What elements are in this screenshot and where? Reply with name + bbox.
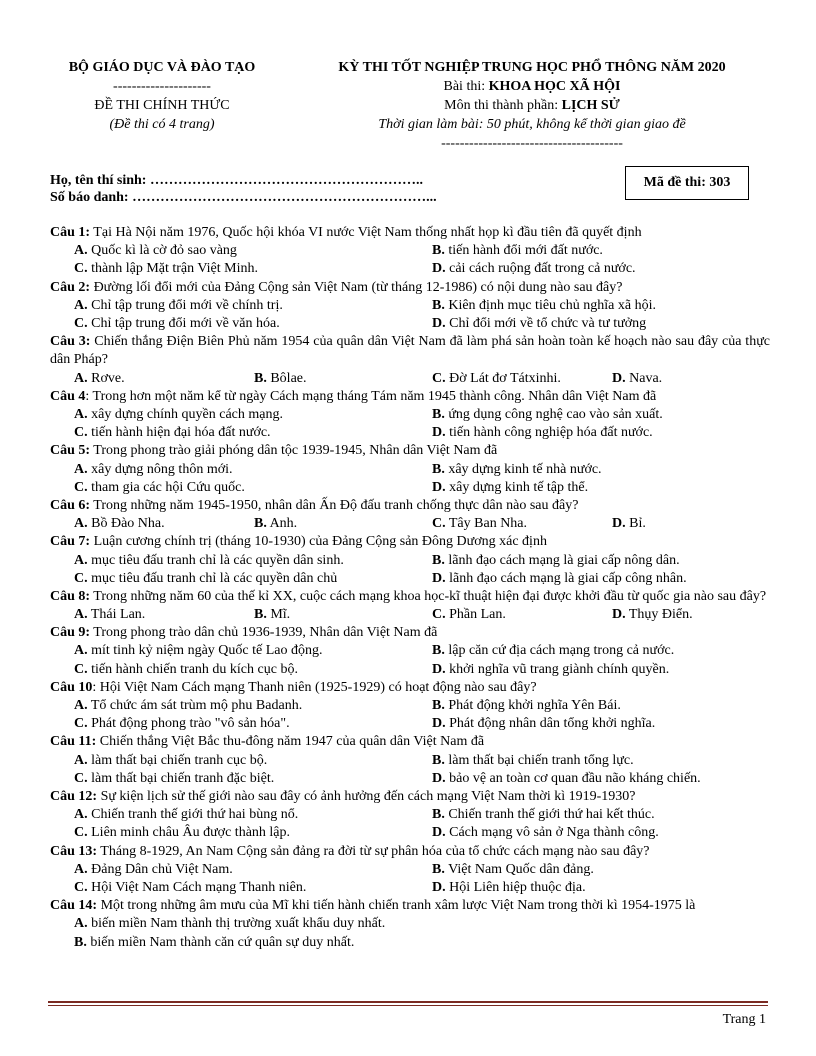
question-item (50, 497, 770, 533)
option-key: C. (432, 607, 446, 623)
subject-name: LỊCH SỬ (561, 98, 620, 113)
question-item (50, 279, 770, 334)
option-text: xây dựng nông thôn mới. (87, 461, 233, 477)
answer-option-b (254, 606, 290, 624)
option-row (50, 934, 770, 952)
question-stem (50, 843, 770, 861)
option-key: C. (74, 879, 88, 895)
option-row (50, 697, 770, 715)
option-text: xây dựng kinh tế tập thể. (445, 479, 589, 495)
option-text: làm thất bại chiến tranh tổng lực. (444, 752, 634, 768)
option-key: A. (74, 516, 88, 532)
option-text: Hội Việt Nam Cách mạng Thanh niên. (87, 879, 307, 895)
option-key: B. (254, 370, 267, 386)
option-text: xây dựng kinh tế nhà nước. (444, 461, 602, 477)
answer-option-b (432, 461, 602, 479)
option-key: D. (432, 570, 446, 586)
answer-option-b (432, 861, 594, 879)
option-row (50, 861, 770, 879)
option-text: lập căn cứ địa cách mạng trong cả nước. (444, 643, 675, 659)
option-key: D. (432, 879, 446, 895)
option-text: Thụy Điển. (625, 607, 693, 623)
option-key: A. (74, 698, 88, 714)
option-row (50, 297, 770, 315)
option-key: A. (74, 752, 88, 768)
option-key: A. (74, 807, 88, 823)
option-row (50, 479, 770, 497)
option-text: Phát động nhân dân tổng khởi nghĩa. (445, 716, 656, 732)
option-key: D. (432, 825, 446, 841)
answer-option-a (74, 915, 385, 933)
option-key: A. (74, 370, 88, 386)
question-item (50, 388, 770, 443)
answer-option-d (432, 661, 669, 679)
question-stem (50, 279, 770, 297)
question-text: Chiến thắng Điện Biên Phủ năm 1954 của quân dân Việt Nam đã làm phá sản hoàn toàn kế hoạch nào sau đây của thực dân Pháp? (50, 334, 770, 368)
question-label: Câu 9: (50, 625, 91, 641)
page-number: Trang 1 (722, 1012, 766, 1027)
question-label: Câu 3: (50, 334, 91, 350)
option-row (50, 824, 770, 842)
question-label: Câu 5: (50, 443, 91, 459)
answer-option-d (432, 424, 653, 442)
answer-option-c (432, 606, 506, 624)
answer-option-b (432, 406, 663, 424)
option-row (50, 879, 770, 897)
option-row (50, 570, 770, 588)
option-key: D. (612, 607, 626, 623)
ministry-name: BỘ GIÁO DỤC VÀ ĐÀO TẠO (68, 60, 256, 75)
time-rule: --------------------------------------- (441, 136, 623, 151)
option-key: B. (432, 698, 445, 714)
option-key: D. (432, 770, 446, 786)
question-text: : Trong hơn một năm kể từ ngày Cách mạng tháng Tám năm 1945 thành công. Nhân dân Việt Nam đã (85, 388, 657, 404)
option-key: B. (254, 516, 267, 532)
option-text: biến miền Nam thành thị trường xuất khẩu duy nhất. (87, 916, 386, 932)
option-key: A. (74, 643, 88, 659)
option-text: khởi nghĩa vũ trang giành chính quyền. (445, 661, 670, 677)
option-key: C. (74, 825, 88, 841)
option-text: Việt Nam Quốc dân đảng. (444, 861, 594, 877)
option-text: xây dựng chính quyền cách mạng. (87, 406, 283, 422)
option-key: B. (432, 807, 445, 823)
option-key: A. (74, 552, 88, 568)
question-text: Tại Hà Nội năm 1976, Quốc hội khóa VI nước Việt Nam thống nhất họp kì đầu tiên đã quyết định (90, 225, 642, 240)
question-label: Câu 7: (50, 534, 91, 550)
question-text: Một trong những âm mưu của Mĩ khi tiến hành chiến tranh xâm lược Việt Nam trong thời kì 1954-1975 là (97, 898, 696, 914)
option-key: D. (432, 716, 446, 732)
test-line (292, 77, 772, 96)
option-row (50, 642, 770, 660)
option-row (50, 661, 770, 679)
answer-option-c (74, 824, 290, 842)
option-text: lãnh đạo cách mạng là giai cấp nông dân. (444, 552, 680, 568)
question-text: Đường lối đổi mới của Đảng Cộng sản Việt Nam (từ tháng 12-1986) có nội dung nào sau đây? (90, 279, 623, 295)
question-item (50, 843, 770, 898)
option-key: B. (74, 934, 87, 950)
question-text: Trong phong trào giải phóng dân tộc 1939-1945, Nhân dân Việt Nam đã (90, 443, 498, 459)
question-stem (50, 897, 770, 915)
test-prefix: Bài thi: (443, 79, 489, 94)
option-row (50, 552, 770, 570)
option-key: D. (432, 479, 446, 495)
candidate-info (50, 172, 437, 206)
answer-option-b (254, 515, 297, 533)
option-key: C. (74, 479, 88, 495)
answer-option-a (74, 242, 237, 260)
option-row (50, 806, 770, 824)
question-item (50, 588, 770, 624)
option-key: B. (432, 406, 445, 422)
option-row (50, 915, 770, 933)
option-row (50, 515, 770, 533)
option-text: ứng dụng công nghệ cao vào sản xuất. (444, 406, 663, 422)
question-stem (50, 588, 770, 606)
option-text: Phần Lan. (445, 607, 506, 623)
option-key: B. (432, 243, 445, 259)
question-item (50, 442, 770, 497)
option-row (50, 461, 770, 479)
option-key: B. (432, 461, 445, 477)
answer-option-b (432, 242, 603, 260)
official-label: ĐỀ THI CHÍNH THỨC (94, 98, 230, 113)
option-text: Liên minh châu Âu được thành lập. (87, 825, 291, 841)
question-label: Câu 8: (50, 588, 91, 604)
option-key: D. (432, 425, 446, 441)
option-key: C. (432, 516, 446, 532)
option-key: A. (74, 243, 88, 259)
answer-option-c (74, 770, 274, 788)
answer-option-a (74, 370, 125, 388)
option-text: Hội Liên hiệp thuộc địa. (445, 879, 586, 895)
answer-option-b (254, 370, 307, 388)
exam-code-box: Mã đề thi: 303 (625, 166, 749, 200)
option-key: C. (74, 770, 88, 786)
answer-option-c (74, 570, 337, 588)
question-item (50, 224, 770, 279)
option-row (50, 424, 770, 442)
option-row (50, 315, 770, 333)
question-label: Câu 12: (50, 789, 98, 804)
option-text: tham gia các hội Cứu quốc. (87, 479, 245, 495)
option-key: D. (432, 661, 446, 677)
option-key: C. (74, 661, 88, 677)
option-key: D. (612, 516, 626, 532)
question-text: Tháng 8-1929, An Nam Cộng sản đảng ra đời từ sự phân hóa của tổ chức cách mạng nào sau đây? (97, 843, 650, 859)
option-key: C. (432, 370, 446, 386)
option-text: biến miền Nam thành căn cứ quân sự duy nhất. (86, 934, 355, 950)
answer-option-c (74, 424, 271, 442)
question-stem (50, 533, 770, 551)
option-text: làm thất bại chiến tranh cục bộ. (87, 752, 268, 768)
question-text: Sự kiện lịch sử thế giới nào sau đây có ảnh hưởng đến cách mạng Việt Nam thời kì 1919-1930? (97, 789, 636, 804)
option-key: A. (74, 607, 88, 623)
answer-option-a (74, 515, 165, 533)
option-row (50, 715, 770, 733)
test-name: KHOA HỌC XÃ HỘI (488, 79, 621, 94)
option-row (50, 370, 770, 388)
question-text: Trong những năm 60 của thế kỉ XX, cuộc cách mạng khoa học-kĩ thuật hiện đại được khởi đầu từ quốc gia nào sau đây? (90, 588, 767, 604)
question-item (50, 897, 770, 952)
answer-option-d (432, 260, 636, 278)
answer-option-d (432, 770, 701, 788)
answer-option-a (74, 606, 145, 624)
question-text: Trong những năm 1945-1950, nhân dân Ấn Độ đấu tranh chống thực dân nào sau đây? (90, 497, 579, 513)
option-key: C. (74, 570, 88, 586)
option-text: tiến hành hiện đại hóa đất nước. (87, 425, 271, 441)
answer-option-c (432, 515, 527, 533)
option-key: B. (432, 297, 445, 313)
answer-option-b (432, 552, 680, 570)
option-text: Chỉ đổi mới về tổ chức và tư tưởng (445, 315, 647, 331)
answer-option-c (74, 315, 280, 333)
answer-option-d (612, 370, 662, 388)
answer-option-b (432, 806, 655, 824)
answer-option-a (74, 297, 283, 315)
option-text: làm thất bại chiến tranh đặc biệt. (87, 770, 275, 786)
option-text: Kiên định mục tiêu chủ nghĩa xã hội. (444, 297, 656, 313)
question-label: Câu 6: (50, 497, 91, 513)
subject-line (292, 96, 772, 115)
question-stem (50, 497, 770, 515)
option-text: thành lập Mặt trận Việt Minh. (87, 261, 258, 277)
question-item (50, 788, 770, 843)
option-text: Tổ chức ám sát trùm mộ phu Badanh. (87, 698, 303, 714)
answer-option-a (74, 752, 267, 770)
ministry-rule: --------------------- (113, 79, 211, 94)
question-label: Câu 4 (50, 388, 86, 404)
question-label: Câu 14: (50, 898, 98, 914)
option-key: A. (74, 461, 88, 477)
option-text: Đảng Dân chủ Việt Nam. (87, 861, 233, 877)
question-text: Trong phong trào dân chủ 1936-1939, Nhân dân Việt Nam đã (90, 625, 438, 641)
candidate-name-line: Họ, tên thí sinh: ………………………………………………….. (50, 173, 423, 188)
option-key: C. (74, 315, 88, 331)
question-item (50, 733, 770, 788)
answer-option-d (612, 606, 693, 624)
question-text: Luận cương chính trị (tháng 10-1930) của Đảng Cộng sản Đông Dương xác định (90, 534, 547, 550)
question-text: Chiến thắng Việt Bắc thu-đông năm 1947 của quân dân Việt Nam đã (96, 734, 485, 750)
answer-option-b (432, 642, 674, 660)
question-stem (50, 624, 770, 642)
option-key: D. (612, 370, 626, 386)
option-text: Rơve. (87, 370, 125, 386)
question-list (50, 224, 770, 952)
answer-option-c (74, 879, 306, 897)
exam-title: KỲ THI TỐT NGHIỆP TRUNG HỌC PHỔ THÔNG NĂM 2020 (338, 60, 726, 75)
question-stem (50, 442, 770, 460)
answer-option-a (74, 861, 233, 879)
option-text: Phát động khởi nghĩa Yên Bái. (444, 698, 621, 714)
answer-option-c (74, 661, 298, 679)
option-text: Tây Ban Nha. (445, 516, 528, 532)
answer-option-a (74, 697, 302, 715)
footer-rule-thick (48, 1001, 768, 1003)
option-text: Nava. (625, 370, 663, 386)
option-key: B. (432, 752, 445, 768)
option-key: D. (432, 315, 446, 331)
answer-option-d (432, 879, 586, 897)
option-key: C. (74, 261, 88, 277)
option-key: A. (74, 297, 88, 313)
option-key: B. (432, 861, 445, 877)
answer-option-a (74, 806, 298, 824)
option-text: Anh. (266, 516, 298, 532)
answer-option-d (432, 570, 687, 588)
answer-option-a (74, 461, 233, 479)
option-row (50, 752, 770, 770)
option-row (50, 406, 770, 424)
question-text: : Hội Việt Nam Cách mạng Thanh niên (1925-1929) có hoạt động nào sau đây? (92, 679, 537, 695)
option-text: Đờ Lát đơ Tátxinhi. (445, 370, 561, 386)
option-text: Chiến tranh thế giới thứ hai kết thúc. (444, 807, 655, 823)
option-key: A. (74, 406, 88, 422)
question-item (50, 679, 770, 734)
answer-option-d (432, 824, 659, 842)
option-key: A. (74, 861, 88, 877)
option-key: D. (432, 261, 446, 277)
option-text: Mĩ. (266, 607, 291, 623)
question-item (50, 333, 770, 388)
option-key: C. (74, 716, 88, 732)
question-stem (50, 679, 770, 697)
answer-option-c (74, 479, 245, 497)
answer-option-b (432, 752, 634, 770)
option-text: Bỉ. (625, 516, 646, 532)
header-right (292, 58, 772, 153)
option-text: tiến hành công nghiệp hóa đất nước. (445, 425, 653, 441)
answer-option-d (432, 479, 588, 497)
option-row (50, 770, 770, 788)
option-text: Phát động phong trào "vô sản hóa". (87, 716, 290, 732)
answer-option-d (432, 715, 655, 733)
question-stem (50, 733, 770, 751)
question-item (50, 624, 770, 679)
candidate-id-line: Số báo danh: ………………………………………………………... (50, 190, 437, 205)
option-row (50, 606, 770, 624)
pages-note: (Đề thi có 4 trang) (109, 117, 215, 132)
option-text: Bồ Đào Nha. (87, 516, 165, 532)
option-key: B. (432, 643, 445, 659)
subject-prefix: Môn thi thành phần: (444, 98, 562, 113)
option-row (50, 260, 770, 278)
question-stem (50, 333, 770, 369)
answer-option-b (432, 697, 621, 715)
question-stem (50, 388, 770, 406)
answer-option-c (74, 260, 258, 278)
question-label: Câu 11: (50, 734, 97, 750)
answer-option-c (74, 715, 290, 733)
question-stem (50, 788, 770, 806)
option-key: C. (74, 425, 88, 441)
option-key: B. (432, 552, 445, 568)
question-label: Câu 1: (50, 225, 91, 240)
answer-option-b (432, 297, 656, 315)
question-stem (50, 224, 770, 242)
option-text: Thái Lan. (87, 607, 146, 623)
answer-option-d (432, 315, 646, 333)
answer-option-d (612, 515, 646, 533)
option-text: mít tinh kỷ niệm ngày Quốc tế Lao động. (87, 643, 323, 659)
answer-option-c (432, 370, 561, 388)
option-key: A. (74, 916, 88, 932)
option-text: Chỉ tập trung đổi mới về chính trị. (87, 297, 283, 313)
answer-option-a (74, 642, 322, 660)
question-label: Câu 2: (50, 279, 91, 295)
answer-option-a (74, 406, 283, 424)
question-label: Câu 10 (50, 679, 93, 695)
option-text: bảo vệ an toàn cơ quan đầu não kháng chiến. (445, 770, 701, 786)
option-text: mục tiêu đấu tranh chỉ là các quyền dân chủ (87, 570, 338, 586)
option-key: B. (254, 607, 267, 623)
option-text: cải cách ruộng đất trong cả nước. (445, 261, 636, 277)
option-text: Chỉ tập trung đổi mới về văn hóa. (87, 315, 280, 331)
option-text: Chiến tranh thế giới thứ hai bùng nổ. (87, 807, 299, 823)
header-left (40, 58, 284, 134)
question-item (50, 533, 770, 588)
option-text: Quốc kì là cờ đỏ sao vàng (87, 243, 237, 259)
option-text: tiến hành đổi mới đất nước. (444, 243, 603, 259)
option-text: tiến hành chiến tranh du kích cục bộ. (87, 661, 298, 677)
footer-rule-thin (48, 1005, 768, 1006)
option-text: mục tiêu đấu tranh chỉ là các quyền dân sinh. (87, 552, 344, 568)
time-note: Thời gian làm bài: 50 phút, không kể thời gian giao đề (378, 117, 686, 132)
option-text: Bôlae. (266, 370, 307, 386)
question-label: Câu 13: (50, 843, 98, 859)
option-row (50, 242, 770, 260)
option-text: lãnh đạo cách mạng là giai cấp công nhân. (445, 570, 687, 586)
option-text: Cách mạng vô sản ở Nga thành công. (445, 825, 659, 841)
answer-option-a (74, 552, 344, 570)
answer-option-b (74, 934, 354, 952)
